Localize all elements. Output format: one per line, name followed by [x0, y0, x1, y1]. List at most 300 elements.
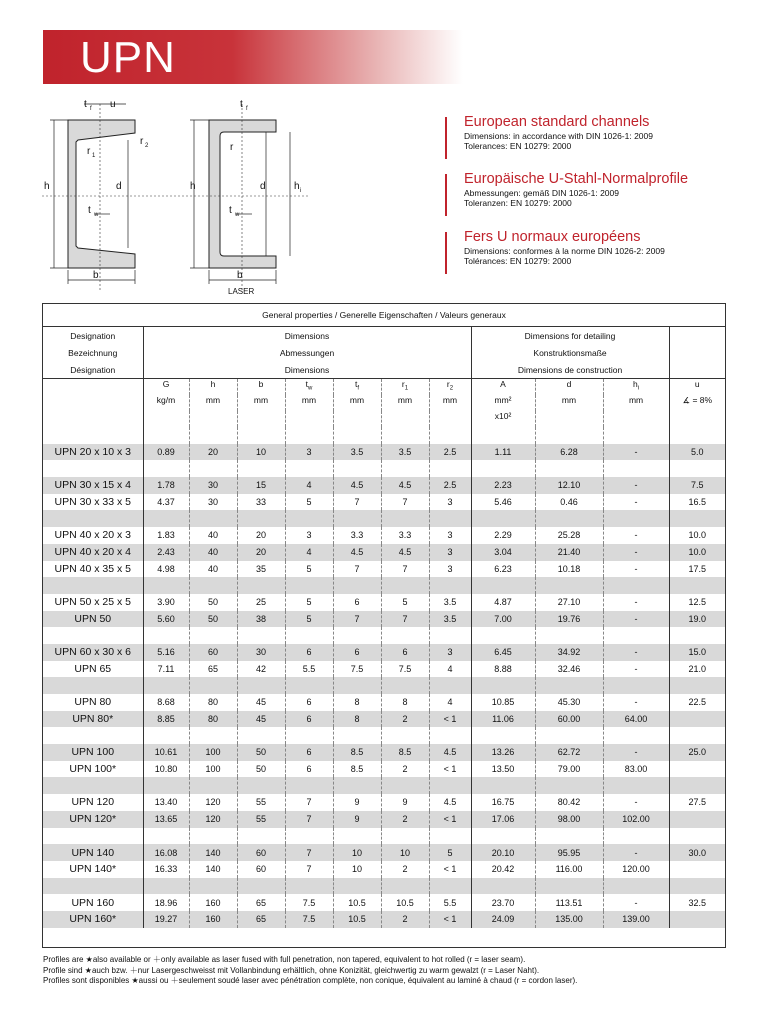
svg-text:t: t — [240, 99, 243, 110]
designation-cell: UPN 60 x 30 x 6 — [43, 644, 143, 661]
value-cell: 100 — [189, 761, 237, 778]
value-cell: 45.30 — [535, 694, 603, 711]
value-cell: 16.75 — [471, 794, 535, 811]
value-cell: 7 — [285, 844, 333, 861]
value-cell: 40 — [189, 561, 237, 578]
value-cell: 7.5 — [285, 894, 333, 911]
standard-dimensions: Abmessungen: gemäß DIN 1026-1: 2009 — [464, 188, 619, 198]
value-cell: 100 — [189, 744, 237, 761]
value-cell: 95.95 — [535, 844, 603, 861]
standard-dimensions: Dimensions: in accordance with DIN 1026-1: 2009 — [464, 131, 653, 141]
standard-tolerances: Tolérances: EN 10279: 2000 — [464, 256, 572, 266]
value-cell: - — [603, 694, 669, 711]
svg-text:t: t — [84, 99, 87, 110]
value-cell: - — [603, 444, 669, 461]
value-cell: 4.5 — [381, 544, 429, 561]
spacer-row — [43, 677, 725, 694]
value-cell: 8.5 — [333, 744, 381, 761]
svg-text:b: b — [237, 270, 243, 281]
value-cell: 55 — [237, 811, 285, 828]
value-cell: 3 — [429, 644, 471, 661]
value-cell: 6 — [333, 644, 381, 661]
value-cell: 116.00 — [535, 861, 603, 878]
column-unit-extra — [603, 411, 669, 427]
value-cell: < 1 — [429, 711, 471, 728]
dimensions-label: Dimensions — [143, 327, 471, 344]
column-unit: mm — [189, 395, 237, 411]
value-cell: 13.50 — [471, 761, 535, 778]
standard-title: Europäische U-Stahl-Normalprofile — [464, 171, 689, 187]
value-cell: 6 — [333, 594, 381, 611]
value-cell: 10.85 — [471, 694, 535, 711]
value-cell: 10 — [381, 844, 429, 861]
svg-text:t: t — [88, 205, 91, 216]
column-symbol: d — [535, 379, 603, 396]
value-cell: 6 — [381, 644, 429, 661]
svg-text:h: h — [190, 181, 196, 192]
column-unit-extra — [333, 411, 381, 427]
svg-text:1: 1 — [92, 153, 96, 159]
value-cell: 60 — [189, 644, 237, 661]
value-cell: 3.04 — [471, 544, 535, 561]
designation-cell: UPN 50 — [43, 611, 143, 628]
value-cell: 1.11 — [471, 444, 535, 461]
value-cell: 8 — [333, 711, 381, 728]
value-cell: 13.65 — [143, 811, 189, 828]
value-cell: 3.5 — [429, 611, 471, 628]
value-cell: 9 — [333, 794, 381, 811]
value-cell: 20 — [189, 444, 237, 461]
column-unit-extra: x10² — [471, 411, 535, 427]
standard-tolerances: Toleranzen: EN 10279: 2000 — [464, 198, 572, 208]
value-cell: 5.0 — [669, 444, 725, 461]
svg-text:h: h — [294, 181, 300, 192]
designation-cell: UPN 20 x 10 x 3 — [43, 444, 143, 461]
value-cell: 1.83 — [143, 527, 189, 544]
properties-table — [42, 303, 726, 948]
value-cell: 20 — [237, 544, 285, 561]
value-cell: 4 — [285, 477, 333, 494]
column-symbol: u — [669, 379, 725, 396]
value-cell: 60.00 — [535, 711, 603, 728]
value-cell: 140 — [189, 844, 237, 861]
spacer-row — [43, 878, 725, 895]
value-cell: 30 — [237, 644, 285, 661]
value-cell: 7.5 — [669, 477, 725, 494]
table-row — [43, 811, 725, 828]
spacer-row — [43, 627, 725, 644]
value-cell: < 1 — [429, 811, 471, 828]
value-cell: 16.08 — [143, 844, 189, 861]
value-cell: 50 — [237, 761, 285, 778]
value-cell: 10.5 — [381, 894, 429, 911]
value-cell: 33 — [237, 494, 285, 511]
value-cell: 3.3 — [381, 527, 429, 544]
value-cell: 2.5 — [429, 444, 471, 461]
value-cell: 45 — [237, 711, 285, 728]
value-cell: 30 — [189, 477, 237, 494]
value-cell: - — [603, 794, 669, 811]
svg-text:h: h — [44, 181, 50, 192]
value-cell: 3 — [429, 494, 471, 511]
column-unit: ∡ = 8% — [669, 395, 725, 411]
value-cell: 16.33 — [143, 861, 189, 878]
value-cell: 12.5 — [669, 594, 725, 611]
column-unit: mm — [381, 395, 429, 411]
designation-cell: UPN 100* — [69, 763, 117, 776]
table-row — [43, 894, 725, 911]
value-cell: 1.78 — [143, 477, 189, 494]
value-cell: 27.10 — [535, 594, 603, 611]
value-cell: 98.00 — [535, 811, 603, 828]
value-cell: 5 — [381, 594, 429, 611]
value-cell: 30.0 — [669, 844, 725, 861]
value-cell: 30 — [189, 494, 237, 511]
column-unit: mm — [429, 395, 471, 411]
value-cell: 160 — [189, 911, 237, 928]
value-cell: 34.92 — [535, 644, 603, 661]
value-cell: 8 — [333, 694, 381, 711]
value-cell: 8 — [381, 694, 429, 711]
spacer-row — [43, 460, 725, 477]
value-cell: 40 — [189, 544, 237, 561]
value-cell: 45 — [237, 694, 285, 711]
value-cell: 7.5 — [381, 661, 429, 678]
designation-cell: UPN 30 x 33 x 5 — [54, 496, 131, 509]
value-cell: - — [603, 611, 669, 628]
value-cell: 83.00 — [603, 761, 669, 778]
value-cell: 60 — [237, 861, 285, 878]
footnote: Profile sind ★auch bzw. ＋nur Lasergeschweisst mit Vollanbindung erhältlich, ohne Konizität, gleichwertig zu warm gewalzt (r = Laser Naht). — [43, 965, 540, 975]
value-cell: 4.5 — [333, 477, 381, 494]
value-cell: - — [603, 477, 669, 494]
svg-text:w: w — [235, 212, 240, 218]
value-cell: 3.5 — [333, 444, 381, 461]
value-cell: 42 — [237, 661, 285, 678]
standard-title: Fers U normaux européens — [464, 229, 641, 245]
value-cell: 7 — [285, 861, 333, 878]
value-cell: 135.00 — [535, 911, 603, 928]
designation-cell: UPN 40 x 20 x 3 — [54, 529, 131, 542]
column-unit-extra — [237, 411, 285, 427]
value-cell: 10 — [333, 844, 381, 861]
table-row — [43, 661, 725, 678]
column-symbol: $t_w$ — [285, 379, 333, 396]
table-row — [43, 861, 725, 878]
table-row — [43, 644, 725, 661]
value-cell: 50 — [189, 594, 237, 611]
page-title: UPN — [80, 33, 176, 82]
value-cell: 4.5 — [429, 794, 471, 811]
value-cell: 65 — [189, 661, 237, 678]
designation-cell: UPN 65 — [74, 662, 112, 675]
value-cell: 10.0 — [669, 527, 725, 544]
value-cell: 4.5 — [429, 744, 471, 761]
table-row — [43, 794, 725, 811]
value-cell: 6 — [285, 644, 333, 661]
designation-cell: UPN 80* — [43, 711, 143, 728]
value-cell: 3 — [429, 527, 471, 544]
value-cell: 20.10 — [471, 844, 535, 861]
dimensions-label: Dimensions — [143, 361, 471, 379]
footnote: Profiles are ★also available or ＋only available as laser fused with full penetration, non tapered, equivalent to hot rolled (r = laser seam). — [43, 955, 526, 964]
column-symbol: h — [189, 379, 237, 396]
column-symbol: G — [143, 379, 189, 396]
column-unit: mm — [603, 395, 669, 411]
svg-text:r: r — [140, 136, 144, 147]
standard-title: European standard channels — [464, 114, 650, 130]
value-cell: 4.5 — [333, 544, 381, 561]
value-cell: 2 — [381, 911, 429, 928]
value-cell: 2 — [381, 761, 429, 778]
table-row — [43, 494, 725, 511]
value-cell: 80 — [189, 694, 237, 711]
value-cell: - — [603, 594, 669, 611]
value-cell: 25.0 — [669, 744, 725, 761]
designation-cell: UPN 160 — [71, 896, 115, 909]
value-cell: 3.3 — [333, 527, 381, 544]
value-cell: 32.46 — [535, 661, 603, 678]
value-cell: - — [603, 894, 669, 911]
value-cell: 5.46 — [471, 494, 535, 511]
value-cell: 10.5 — [333, 894, 381, 911]
value-cell: 8.5 — [381, 744, 429, 761]
value-cell: 8.85 — [143, 711, 189, 728]
value-cell: 10.18 — [535, 561, 603, 578]
column-unit-extra — [189, 411, 237, 427]
detailing-label: Dimensions for detailing — [471, 327, 669, 344]
value-cell: 21.0 — [669, 661, 725, 678]
value-cell: 160 — [189, 894, 237, 911]
value-cell: 6 — [285, 744, 333, 761]
value-cell: 5.60 — [143, 611, 189, 628]
value-cell: 19.76 — [535, 611, 603, 628]
value-cell: 139.00 — [603, 911, 669, 928]
value-cell: - — [603, 644, 669, 661]
designation-cell: UPN 120* — [43, 811, 143, 828]
designation-cell: UPN 120 — [71, 796, 115, 809]
svg-text:2: 2 — [145, 143, 149, 149]
value-cell: 62.72 — [535, 744, 603, 761]
value-cell: 19.27 — [143, 911, 189, 928]
detailing-label: Konstruktionsmaße — [471, 344, 669, 361]
value-cell: 10.80 — [143, 761, 189, 778]
value-cell: 7 — [285, 811, 333, 828]
value-cell: 6 — [285, 761, 333, 778]
svg-text:d: d — [116, 181, 122, 192]
column-unit-extra — [143, 411, 189, 427]
value-cell: 5 — [285, 494, 333, 511]
value-cell: 8.5 — [333, 761, 381, 778]
value-cell: - — [603, 844, 669, 861]
value-cell: 5 — [285, 611, 333, 628]
value-cell: 13.26 — [471, 744, 535, 761]
value-cell: 4 — [285, 544, 333, 561]
value-cell: 55 — [237, 794, 285, 811]
value-cell: - — [603, 527, 669, 544]
value-cell: 5 — [429, 844, 471, 861]
value-cell — [669, 811, 725, 828]
value-cell: 23.70 — [471, 894, 535, 911]
value-cell: 3.90 — [143, 594, 189, 611]
value-cell: 6.45 — [471, 644, 535, 661]
value-cell: 38 — [237, 611, 285, 628]
standard-en — [453, 114, 653, 151]
value-cell: 3 — [429, 561, 471, 578]
value-cell: 20.42 — [471, 861, 535, 878]
column-symbol: $r_1$ — [381, 379, 429, 396]
footnotes — [43, 955, 577, 987]
value-cell: 7.5 — [333, 661, 381, 678]
value-cell: 10.61 — [143, 744, 189, 761]
column-unit: mm — [333, 395, 381, 411]
value-cell: 12.10 — [535, 477, 603, 494]
table-row — [43, 911, 725, 928]
value-cell: 10 — [237, 444, 285, 461]
value-cell: 50 — [237, 744, 285, 761]
table-row — [43, 594, 725, 611]
value-cell: 4.5 — [381, 477, 429, 494]
value-cell: 3 — [285, 527, 333, 544]
value-cell: 113.51 — [535, 894, 603, 911]
value-cell: 19.0 — [669, 611, 725, 628]
spacer-row — [43, 510, 725, 527]
value-cell: 4 — [429, 694, 471, 711]
value-cell: 15 — [237, 477, 285, 494]
spacer-row — [43, 828, 725, 845]
svg-text:w: w — [94, 212, 99, 218]
value-cell: 8.88 — [471, 661, 535, 678]
column-symbol: b — [237, 379, 285, 396]
table-row — [43, 694, 725, 711]
value-cell: 7 — [333, 611, 381, 628]
standard-dimensions: Dimensions: conformes à la norme DIN 1026-2: 2009 — [464, 246, 665, 256]
value-cell: 24.09 — [471, 911, 535, 928]
channel-section-diagrams — [40, 96, 310, 302]
value-cell: 11.06 — [471, 711, 535, 728]
value-cell: 18.96 — [143, 894, 189, 911]
value-cell — [669, 711, 725, 728]
value-cell: 4.98 — [143, 561, 189, 578]
table-row — [43, 744, 725, 761]
value-cell: < 1 — [429, 911, 471, 928]
value-cell: 7.00 — [471, 611, 535, 628]
value-cell — [669, 911, 725, 928]
value-cell: 16.5 — [669, 494, 725, 511]
table-row — [43, 477, 725, 494]
value-cell: 25.28 — [535, 527, 603, 544]
value-cell: 3.5 — [381, 444, 429, 461]
table-row — [43, 444, 725, 461]
designation-label: Designation — [70, 330, 116, 341]
designation-cell: UPN 100 — [43, 744, 143, 761]
value-cell: 65 — [237, 911, 285, 928]
designation-cell: UPN 140 — [43, 844, 143, 861]
svg-text:b: b — [93, 270, 99, 281]
dimensions-label: Abmessungen — [143, 344, 471, 361]
value-cell: 120 — [189, 811, 237, 828]
table-row — [43, 561, 725, 578]
value-cell: 10.5 — [333, 911, 381, 928]
value-cell: 80 — [189, 711, 237, 728]
value-cell: 4 — [429, 661, 471, 678]
column-symbol: $t_f$ — [333, 379, 381, 396]
column-unit-extra — [669, 411, 725, 427]
value-cell: 2 — [381, 811, 429, 828]
value-cell: 4.87 — [471, 594, 535, 611]
value-cell: 6 — [285, 711, 333, 728]
value-cell: 10.0 — [669, 544, 725, 561]
column-symbol: $r_2$ — [429, 379, 471, 396]
value-cell: 2.5 — [429, 477, 471, 494]
value-cell: 21.40 — [535, 544, 603, 561]
value-cell: 5 — [285, 594, 333, 611]
column-unit: mm — [237, 395, 285, 411]
svg-text:f: f — [246, 106, 248, 112]
tapered-channel-profile — [68, 120, 135, 268]
standard-fr — [453, 229, 665, 266]
value-cell: 9 — [381, 794, 429, 811]
value-cell: 50 — [189, 611, 237, 628]
column-unit: mm² — [471, 395, 535, 411]
value-cell: - — [603, 494, 669, 511]
svg-text:t: t — [229, 205, 232, 216]
value-cell: 7 — [381, 611, 429, 628]
value-cell: 4.37 — [143, 494, 189, 511]
value-cell: 7 — [285, 794, 333, 811]
value-cell: 79.00 — [535, 761, 603, 778]
column-symbol: $h_i$ — [603, 379, 669, 396]
value-cell: 7 — [381, 561, 429, 578]
value-cell: 35 — [237, 561, 285, 578]
value-cell: 102.00 — [603, 811, 669, 828]
column-unit-extra — [535, 411, 603, 427]
designation-cell: UPN 50 x 25 x 5 — [54, 596, 131, 609]
svg-text:LASER: LASER — [228, 287, 255, 296]
designation-cell: UPN 40 x 20 x 4 — [43, 544, 143, 561]
value-cell: 2.29 — [471, 527, 535, 544]
value-cell: 2 — [381, 711, 429, 728]
value-cell: 7.11 — [143, 661, 189, 678]
spacer-row — [43, 727, 725, 744]
value-cell: 13.40 — [143, 794, 189, 811]
value-cell: - — [603, 661, 669, 678]
spacer-row — [43, 427, 725, 444]
table-caption: General properties / Generelle Eigenschaften / Valeurs generaux — [43, 304, 725, 327]
table-row — [43, 544, 725, 561]
column-unit-extra — [285, 411, 333, 427]
svg-text:r: r — [230, 142, 234, 153]
value-cell: 20 — [237, 527, 285, 544]
value-cell: 10 — [333, 861, 381, 878]
designation-cell: UPN 160* — [43, 911, 143, 928]
designation-cell: UPN 30 x 15 x 4 — [43, 477, 143, 494]
value-cell: < 1 — [429, 761, 471, 778]
column-unit: mm — [285, 395, 333, 411]
value-cell: 5.16 — [143, 644, 189, 661]
spacer-row — [43, 777, 725, 794]
designation-cell: UPN 80 — [74, 696, 112, 709]
svg-text:f: f — [90, 106, 92, 112]
value-cell — [669, 861, 725, 878]
svg-text:u: u — [110, 99, 116, 110]
column-unit: kg/m — [143, 395, 189, 411]
column-unit-extra — [429, 411, 471, 427]
designation-label: Bezeichnung — [68, 347, 118, 358]
value-cell: 25 — [237, 594, 285, 611]
value-cell: 22.5 — [669, 694, 725, 711]
value-cell: 2.43 — [143, 544, 189, 561]
